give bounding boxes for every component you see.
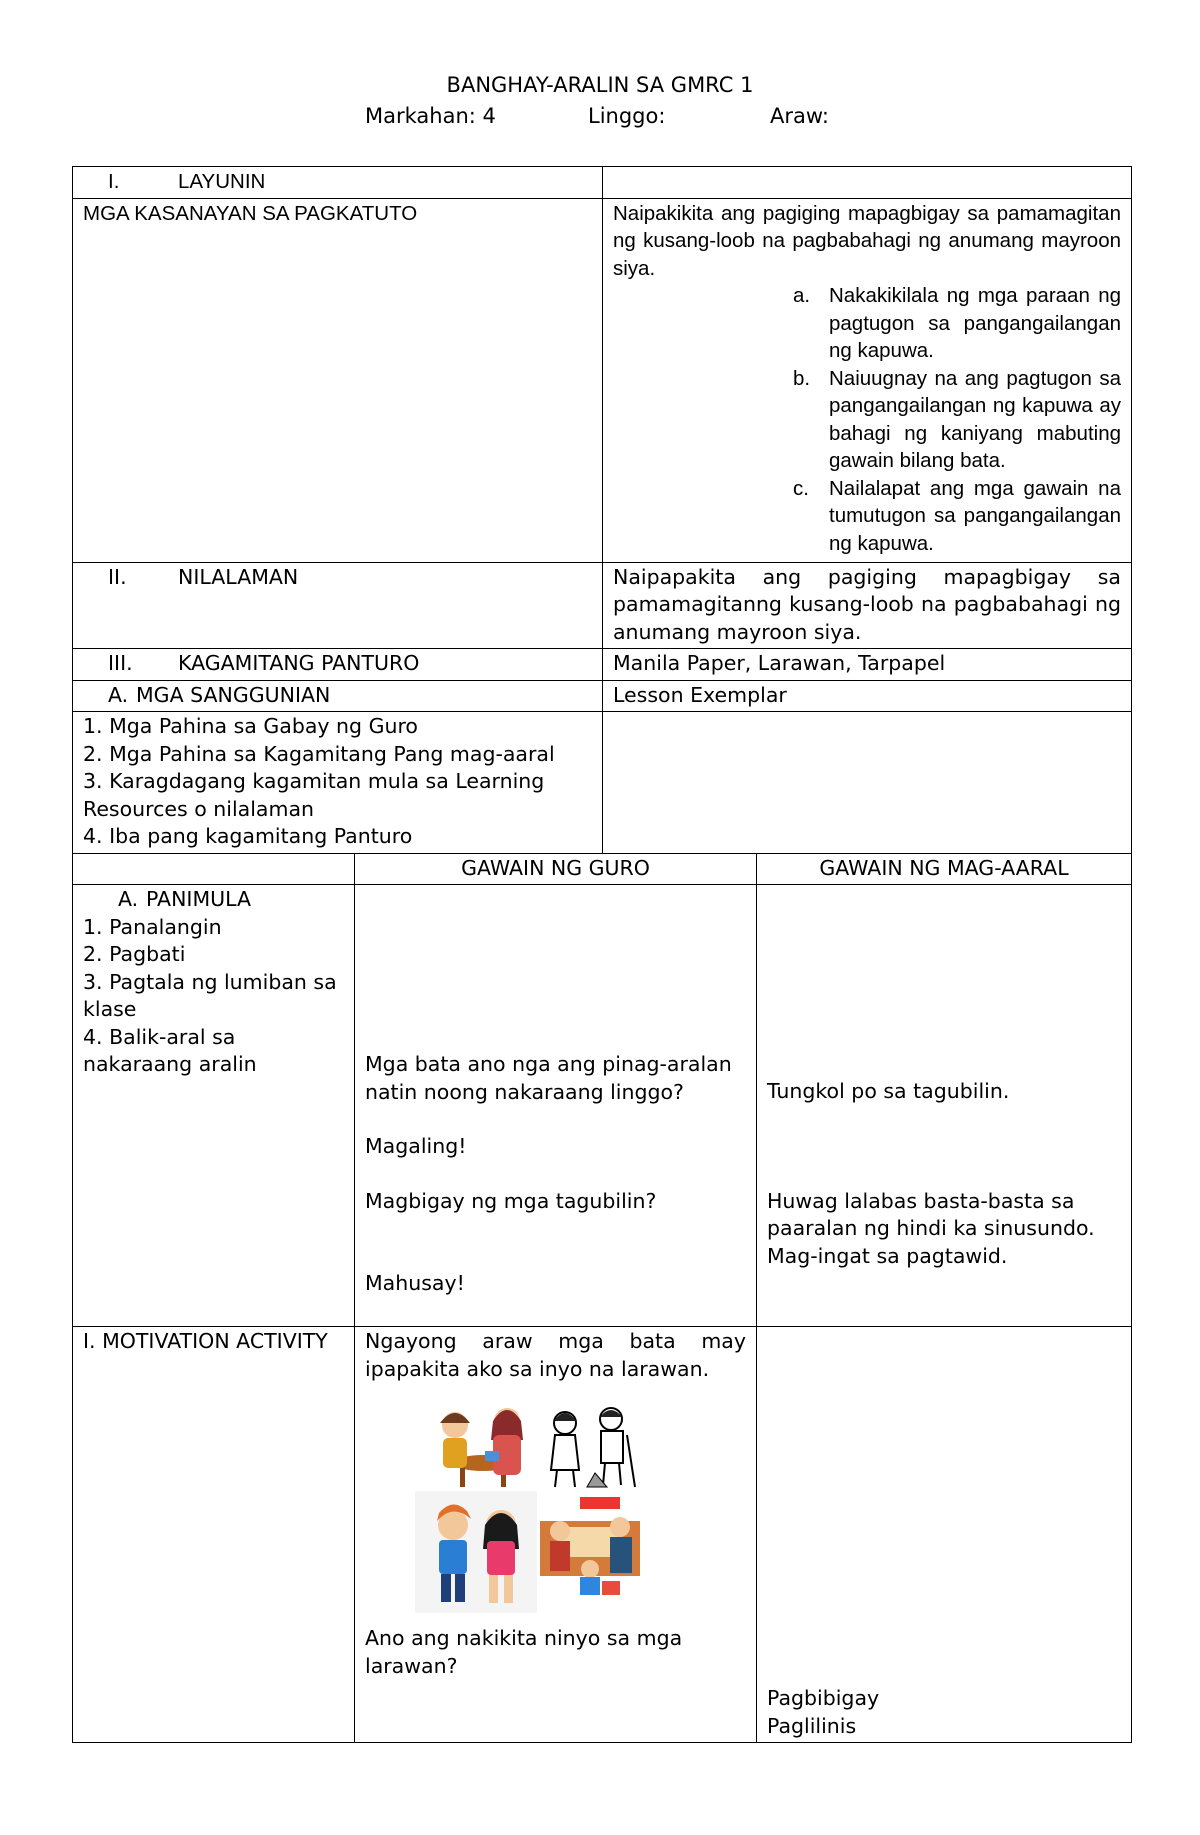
sharing-children-illustration	[425, 1395, 535, 1495]
motivation-mag-aaral	[757, 1327, 1132, 1743]
row-panimula	[73, 885, 1132, 1327]
list-item: 3. Karagdagang kagamitan mula sa Learning Resources o nilalaman	[83, 769, 545, 821]
list-item: 3. Pagtala ng lumiban sa klase	[83, 969, 337, 1021]
sanggunian-text: Lesson Exemplar	[603, 680, 1132, 712]
list-item: Pagbibigay	[767, 1686, 880, 1710]
list-item: 4. Iba pang kagamitang Panturo	[83, 824, 413, 848]
section-label: KAGAMITANG PANTURO	[178, 651, 420, 675]
list-item: 4. Balik-aral sa nakaraang aralin	[83, 1024, 257, 1076]
kasanayan-text: Naipakikita ang pagiging mapagbigay sa pamamagitan ng kusang-loob na pagbabahagi ng anumang mayroon siya.	[613, 201, 1121, 280]
spacer	[767, 1328, 1121, 1685]
motivation-guro	[355, 1327, 757, 1743]
empty-cell	[603, 167, 1132, 199]
list-item: 1. Panalangin	[83, 914, 222, 939]
guro-question: Ano ang nakikita ninyo sa mga larawan?	[365, 1626, 683, 1678]
list-marker: a.	[793, 284, 811, 307]
kagamitan-text: Manila Paper, Larawan, Tarpapel	[603, 649, 1132, 681]
list-text: Nailalapat ang mga gawain na tumutugon sa pangangailangan ng kapuwa.	[829, 476, 1121, 555]
list-item: 1. Mga Pahina sa Gabay ng Guro	[83, 714, 418, 738]
row-kagamitan	[73, 649, 1132, 681]
list-item	[793, 282, 1121, 365]
list-item	[793, 475, 1121, 558]
roman-numeral: II.	[108, 564, 127, 589]
guro-question-1: Mga bata ano nga ang pinag-aralan natin noong nakaraang linggo?	[365, 1052, 732, 1104]
column-header-mag-aaral: GAWAIN NG MAG-AARAL	[757, 853, 1132, 885]
section-label: MGA SANGGUNIAN	[136, 682, 331, 707]
sanggunian-heading	[73, 680, 603, 712]
guro-response-1: Magaling!	[365, 1134, 467, 1158]
araw-label: Araw:	[770, 104, 829, 128]
alpha-marker: A.	[118, 887, 139, 911]
column-header-guro: GAWAIN NG GURO	[355, 853, 757, 885]
row-sanggunian	[73, 680, 1132, 712]
list-text: Naiuugnay na ang pagtugon sa pangangailangan ng kapuwa ay bahagi ng kaniyang mabuting gawain bilang bata.	[829, 366, 1121, 472]
spacer	[767, 886, 1121, 1078]
picture-grid	[365, 1395, 746, 1625]
section-label: PANIMULA	[146, 887, 252, 911]
row-layunin-header	[73, 167, 1132, 199]
guro-response-2: Mahusay!	[365, 1271, 465, 1295]
list-item: Paglilinis	[767, 1713, 857, 1738]
guro-intro: Ngayong araw mga bata may ipapakita ako sa inyo na larawan.	[365, 1329, 746, 1381]
kasanayan-list	[793, 282, 1121, 557]
document-header	[0, 70, 1200, 132]
panimula-guro	[355, 885, 757, 1327]
section-label: LAYUNIN	[178, 170, 266, 193]
cleaning-children-illustration	[535, 1395, 645, 1495]
motivation-label: I. MOTIVATION ACTIVITY	[73, 1327, 355, 1743]
roman-numeral: III.	[108, 651, 133, 675]
list-item: 2. Pagbati	[83, 942, 186, 966]
sanggunian-list	[73, 712, 603, 854]
kasanayan-content	[603, 198, 1132, 562]
kasanayan-label: MGA KASANAYAN SA PAGKATUTO	[73, 198, 603, 562]
kagamitan-heading	[73, 649, 603, 681]
document-title: BANGHAY-ARALIN SA GMRC 1	[446, 73, 754, 97]
nilalaman-heading	[73, 562, 603, 649]
empty-cell	[603, 712, 1132, 854]
markahan-label: Markahan: 4	[365, 104, 496, 128]
row-kasanayan	[73, 198, 1132, 562]
mag-aaral-answer-3: Mag-ingat sa pagtawid.	[767, 1243, 1008, 1268]
nilalaman-text: Naipapakita ang pagiging mapagbigay sa pamamagitanng kusang-loob na pagbabahagi ng anumang mayroon siya.	[603, 562, 1132, 649]
talking-children-illustration	[415, 1491, 537, 1613]
empty-cell	[73, 853, 355, 885]
mag-aaral-answer-1: Tungkol po sa tagubilin.	[767, 1079, 1010, 1103]
row-column-headers	[73, 853, 1132, 885]
mag-aaral-answer-2: Huwag lalabas basta-basta sa paaralan ng hindi ka sinusundo.	[767, 1188, 1095, 1240]
family-store-illustration	[540, 1491, 640, 1601]
spacer	[365, 886, 746, 1051]
row-nilalaman	[73, 562, 1132, 649]
layunin-heading	[73, 167, 603, 199]
row-motivation	[73, 1327, 1132, 1743]
list-text: Nakakikilala ng mga paraan ng pagtugon sa pangangailangan ng kapuwa.	[829, 284, 1121, 362]
guro-question-2: Magbigay ng mga tagubilin?	[365, 1188, 657, 1213]
linggo-label: Linggo:	[588, 104, 666, 128]
list-marker: b.	[793, 366, 811, 390]
section-label: NILALAMAN	[178, 564, 299, 589]
list-marker: c.	[793, 476, 809, 500]
lesson-plan-table	[72, 166, 1132, 1743]
panimula-cell	[73, 885, 355, 1327]
alpha-marker: A.	[108, 682, 129, 707]
panimula-heading	[83, 886, 344, 914]
list-item: 2. Mga Pahina sa Kagamitang Pang mag-aaral	[83, 741, 555, 766]
roman-numeral: I.	[108, 170, 120, 193]
list-item	[793, 365, 1121, 475]
row-sanggunian-items	[73, 712, 1132, 854]
panimula-mag-aaral	[757, 885, 1132, 1327]
header-meta	[0, 101, 1200, 132]
